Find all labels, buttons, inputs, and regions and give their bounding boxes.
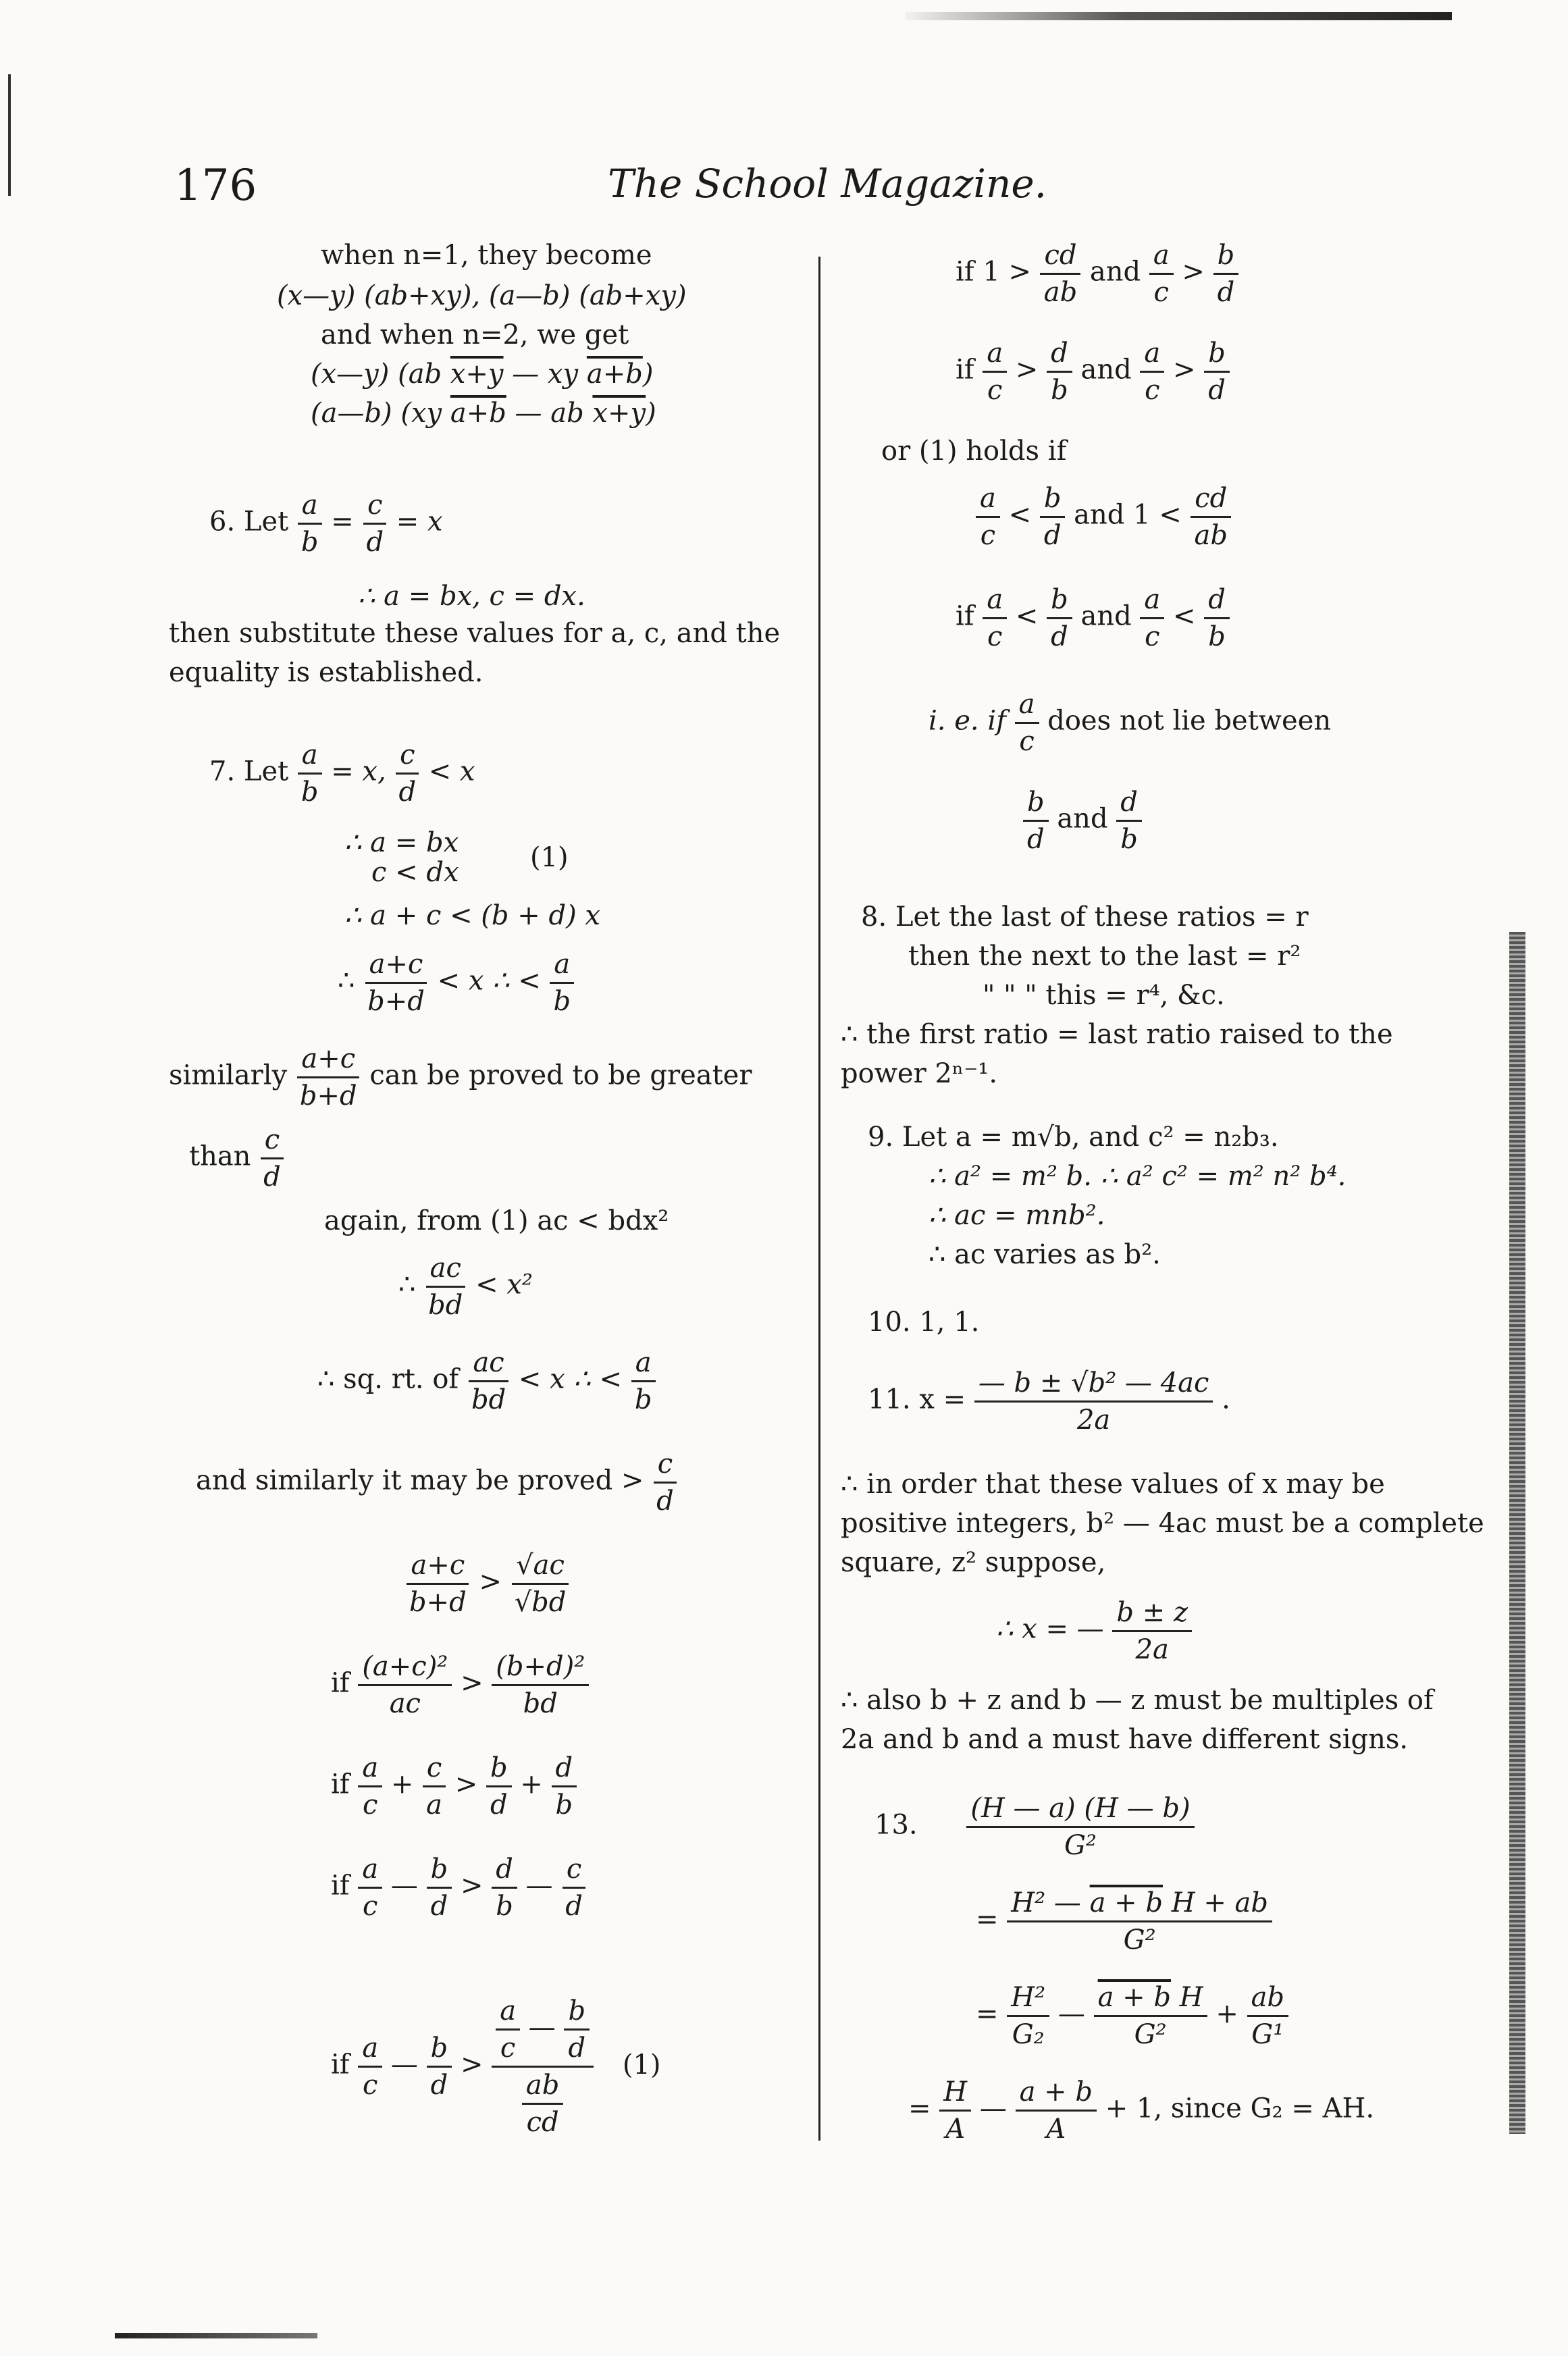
text-line: 8. Let the last of these ratios = r — [861, 901, 1309, 933]
problem-label: 7. Let — [209, 756, 289, 787]
equation: 11. x = $\frac{\text{— b ± √b² — 4ac}}{2a}$ . — [868, 1367, 1230, 1436]
text-line: again, from (1) ac < bdx² — [324, 1205, 669, 1236]
fraction: $\frac{cd}{ab}$ — [1190, 483, 1231, 550]
column-divider — [818, 257, 820, 2141]
text-line: then substitute these values for a, c, and the — [169, 618, 781, 649]
fraction: $\frac{b}{d}$ — [1023, 787, 1049, 854]
text-line: 10. 1, 1. — [868, 1307, 980, 1338]
fraction: $\frac{\text{H²}}{\text{G₂}}$ — [1007, 1983, 1049, 2049]
equation: if $\frac{a}{c}$ + $\frac{c}{a}$ > $\frac{b}{d}$ + $\frac{d}{b}$ — [331, 1753, 577, 1820]
fraction: $\frac{b}{d}$ — [427, 1854, 452, 1921]
fraction: $\frac{d}{b}$ — [492, 1854, 517, 1921]
fraction: $\frac{b \pm z}{2a}$ — [1112, 1598, 1192, 1665]
fraction: $\frac{ac}{bd}$ — [467, 1348, 510, 1415]
fraction: $\frac{a}{c}$ — [358, 1753, 382, 1820]
fraction: $\frac{a}{c}$ — [496, 1996, 520, 2063]
fraction: $\frac{\text{— b ± √b² — 4ac}}{2a}$ — [974, 1368, 1213, 1435]
page-number: 176 — [174, 161, 257, 211]
equation: ∴ x = — $\frac{b \pm z}{2a}$ — [996, 1598, 1192, 1665]
fraction: $\frac{a}{b}$ — [550, 949, 575, 1016]
equation: and similarly it may be proved > $\frac{c}{d}$ — [196, 1449, 678, 1516]
text-line: 9. Let a = m√b, and c² = n₂b₃. — [868, 1122, 1279, 1153]
fraction: $\frac{ab}{\text{G¹}}$ — [1247, 1983, 1288, 2049]
fraction: $\frac{a+c}{b+d}$ — [296, 1044, 361, 1111]
fraction: $\frac{H}{A}$ — [939, 2077, 971, 2144]
fraction: $\frac{cd}{ab}$ — [1040, 240, 1081, 307]
fraction: $\frac{d}{b}$ — [1047, 338, 1072, 405]
scan-edge-right — [1509, 932, 1525, 2134]
text-line: ∴ a = bx — [344, 827, 459, 858]
text-line: or (1) holds if — [881, 436, 1067, 467]
fraction: $\frac{ab}{cd}$ — [522, 2070, 563, 2137]
equation: if $\frac{\text{(a+c)²}}{ac}$ > $\frac{\text{(b+d)²}}{bd}$ — [331, 1652, 589, 1719]
text-line: ∴ a + c < (b + d) x — [344, 900, 600, 931]
text-line: ∴ a² = m² b. ∴ a² c² = m² n² b⁴. — [929, 1161, 1347, 1192]
equation: if $\frac{a}{c}$ — $\frac{b}{d}$ > $\frac{d}{b}$ — $\frac{c}{d}$ — [331, 1854, 587, 1921]
fraction: $\frac{\text{(b+d)²}}{bd}$ — [492, 1652, 589, 1719]
equation: = $\frac{\text{H² — a + b H + ab}}{\text{G²}}$ — [976, 1888, 1272, 1955]
fraction: $\frac{d}{b}$ — [1204, 585, 1230, 652]
fraction: $\frac{√ac}{√bd}$ — [511, 1550, 571, 1617]
problem-7-equation: 7. Let $\frac{a}{b}$ = x, $\frac{c}{d}$ < x — [209, 739, 475, 808]
fraction: $\frac{a}{b}$ — [631, 1348, 656, 1415]
fraction: $\frac{b}{d}$ — [564, 1996, 590, 2063]
text-line: square, z² suppose, — [841, 1547, 1106, 1578]
text-line: ∴ a = bx, c = dx. — [358, 581, 585, 612]
text-line: ∴ the first ratio = last ratio raised to the — [841, 1019, 1393, 1050]
fraction: $\frac{a+c}{b+d}$ — [405, 1550, 471, 1617]
problem-6-equation: 6. Let $\frac{a}{b}$ = $\frac{c}{d}$ = x — [209, 490, 443, 558]
fraction: $\frac{b}{d}$ — [427, 2033, 452, 2100]
fraction: $\frac{ac}{bd}$ — [424, 1253, 467, 1320]
fraction: $\frac{c}{a}$ — [422, 1753, 446, 1820]
fraction: $\frac{\text{a + b H}}{\text{G²}}$ — [1094, 1983, 1207, 2049]
fraction: $\frac{a}{c}$ — [1015, 689, 1039, 756]
fraction: $\frac{b}{d}$ — [1204, 338, 1230, 405]
fraction: $\frac{(H — a) (H — b)}{\text{G²}}$ — [966, 1794, 1194, 1860]
equation: if $\frac{a}{c}$ > $\frac{d}{b}$ and $\frac{a}{c}$ > $\frac{b}{d}$ — [956, 338, 1230, 405]
equation: $\frac{a+c}{b+d}$ > $\frac{√ac}{√bd}$ — [405, 1550, 570, 1617]
text-line: ∴ ac = mnb². — [929, 1200, 1105, 1231]
fraction: $\frac{a}{b}$ — [297, 740, 323, 807]
equation: 13. $\frac{(H — a) (H — b)}{\text{G²}}$ — [874, 1794, 1195, 1860]
fraction: $\frac{\text{(a+c)²}}{ac}$ — [358, 1652, 452, 1719]
text-line: ∴ in order that these values of x may be — [841, 1469, 1385, 1500]
equation: = $\frac{\text{H²}}{\text{G₂}}$ — $\frac{\text{a + b H}}{\text{G²}}$ + $\frac{ab}{\text{G¹}}$ — [976, 1983, 1288, 2049]
fraction: $\frac{a}{c}$ — [976, 483, 1000, 550]
fraction: $\frac{\text{H² — a + b H + ab}}{\text{G²}}$ — [1007, 1888, 1272, 1955]
text-line: (x—y) (ab+xy), (a—b) (ab+xy) — [277, 280, 687, 311]
equation: if $\frac{a}{c}$ — $\frac{b}{d}$ > $\frac{a}{c}$ — $\frac{b}{d}$ $\frac{ab}{cd}$ (1) — [331, 1995, 661, 2138]
text-line: equality is established. — [169, 657, 484, 688]
fraction: $\frac{c}{d}$ — [561, 1854, 587, 1921]
fraction: $\frac{a}{b}$ — [297, 490, 323, 557]
fraction: $\frac{c}{d}$ — [259, 1125, 285, 1192]
text-line: and when n=2, we get — [321, 319, 629, 350]
equation: ∴ $\frac{ac}{bd}$ < x² — [398, 1253, 533, 1321]
fraction: $\frac{c}{d}$ — [362, 490, 388, 557]
fraction: $\frac{a}{c}$ — [983, 585, 1007, 652]
problem-label: 6. Let — [209, 506, 289, 538]
text-line: " " " this = r⁴, &c. — [983, 980, 1225, 1011]
equation: = $\frac{H}{A}$ — $\frac{a + b}{A}$ + 1, since G₂ = AH. — [908, 2076, 1375, 2145]
fraction: $\frac{a}{c}$ — [983, 338, 1007, 405]
text-line: ∴ also b + z and b — z must be multiples of — [841, 1685, 1434, 1716]
fraction: $\frac{a}{c}$ — [358, 1854, 382, 1921]
fraction: $\frac{a}{c}$ — [358, 2033, 382, 2100]
text-line: 2a and b and a must have different signs. — [841, 1724, 1409, 1755]
text-line: positive integers, b² — 4ac must be a complete — [841, 1508, 1484, 1539]
scan-edge-bottom — [115, 2333, 317, 2338]
fraction: $\frac{a + b}{A}$ — [1016, 2077, 1097, 2144]
fraction: $\frac{b}{d}$ — [1040, 483, 1066, 550]
text-line: (x—y) (ab x+y — xy a+b) — [311, 359, 654, 390]
fraction: $\frac{b}{d}$ — [1213, 240, 1239, 307]
equation-reference: (1) — [530, 842, 569, 873]
equation: ∴ sq. rt. of $\frac{ac}{bd}$ < x ∴ < $\frac{a}{b}$ — [317, 1348, 656, 1415]
running-title: The School Magazine. — [608, 161, 1047, 207]
text-line: than $\frac{c}{d}$ — [189, 1125, 285, 1192]
fraction: $\frac{a+c}{b+d}$ — [363, 949, 429, 1016]
text-line: then the next to the last = r² — [908, 941, 1301, 972]
scan-edge-left — [8, 74, 11, 196]
text-line: power 2ⁿ⁻¹. — [841, 1058, 998, 1089]
fraction: $\frac{b}{d}$ — [486, 1753, 512, 1820]
fraction: $\frac{b}{d}$ — [1047, 585, 1072, 652]
fraction: $\frac{c}{d}$ — [652, 1449, 678, 1516]
equation: if $\frac{a}{c}$ < $\frac{b}{d}$ and $\frac{a}{c}$ < $\frac{d}{b}$ — [956, 585, 1230, 652]
equation: $\frac{b}{d}$ and $\frac{d}{b}$ — [1023, 787, 1142, 854]
fraction: $\frac{a}{c}$ — [1149, 240, 1174, 307]
equation: ∴ $\frac{a+c}{b+d}$ < x ∴ < $\frac{a}{b}$ — [338, 949, 575, 1016]
text-line: when n=1, they become — [321, 240, 652, 271]
equation: if 1 > $\frac{cd}{ab}$ and $\frac{a}{c}$ > $\frac{b}{d}$ — [956, 240, 1238, 307]
fraction: $\frac{d}{b}$ — [1116, 787, 1142, 854]
text-line: similarly $\frac{a+c}{b+d}$ can be proved to be greater — [169, 1043, 752, 1111]
fraction: $\frac{d}{b}$ — [552, 1753, 577, 1820]
text-line: i. e. if $\frac{a}{c}$ does not lie between — [929, 689, 1332, 757]
text-line: (a—b) (xy a+b — ab x+y) — [311, 398, 656, 429]
fraction: $\frac{c}{d}$ — [394, 740, 420, 807]
text-line: ∴ ac varies as b². — [929, 1239, 1161, 1270]
fraction: $\frac{a}{c}$ — [1140, 338, 1164, 405]
text-line: c < dx — [371, 857, 459, 888]
equation: $\frac{a}{c}$ < $\frac{b}{d}$ and 1 < $\frac{cd}{ab}$ — [976, 483, 1232, 550]
scan-edge-top — [905, 12, 1452, 20]
compound-fraction: $\frac{a}{c}$ — $\frac{b}{d}$ $\frac{ab}{cd}$ — [492, 1996, 594, 2137]
fraction: $\frac{a}{c}$ — [1140, 585, 1164, 652]
